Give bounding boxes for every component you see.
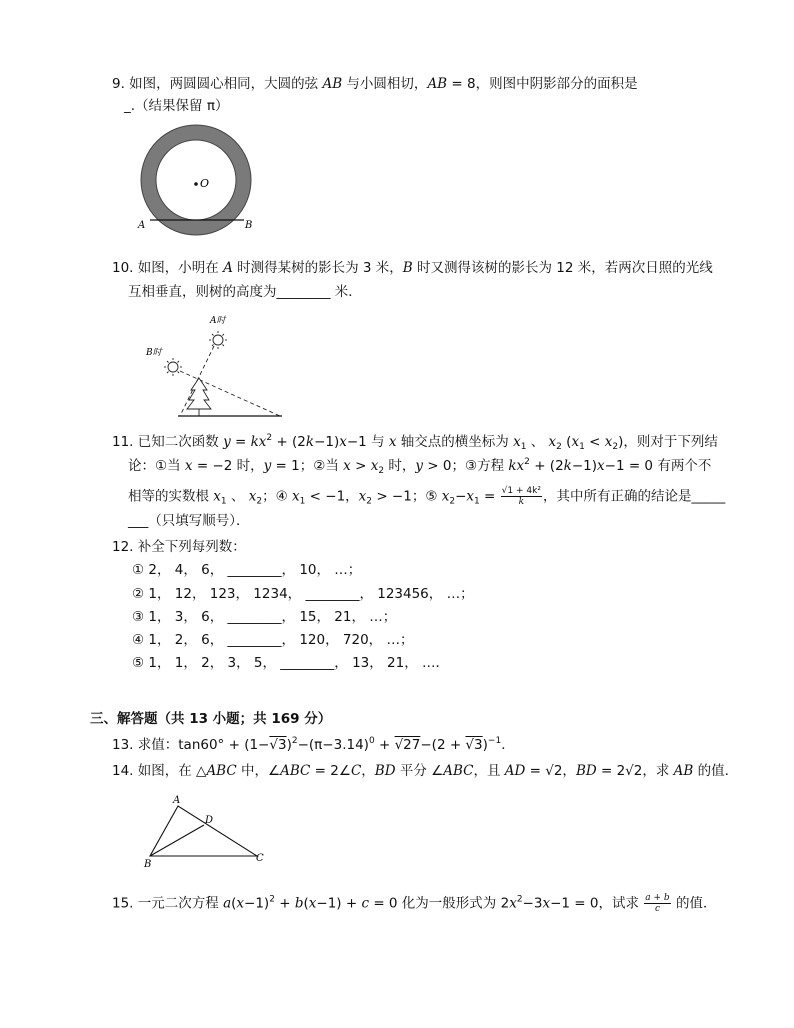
q12-item-2: ② 1， 12， 123， 1234， ________， 123456， …；	[132, 586, 474, 602]
q14-text: 14. 如图，在 △ABC 中，∠ABC = 2∠C，BD 平分 ∠ABC，且 AD = √2，BD = 2√2，求 AB 的值．	[112, 763, 739, 779]
q11-line1: 11. 已知二次函数 $y = kx^2 + (2k-1)x-1$ 与 x 轴交点的横坐标为 $x_1$ 、 $x_2$ $(x_1 < x_2)$，则对于下列结	[112, 433, 718, 452]
q11-line3: 相等的实数根 $x_1$ 、 $x_2$；④ $x_1 < -1$，$x_2 > -1$；⑤ $x_2-x_1$ = $\frac{\text{√1 + 4k²}}{k}$ ，其中所有正确的结论是_____	[128, 486, 726, 507]
inner-circle	[156, 140, 236, 220]
q14-figure	[140, 792, 270, 872]
q13-text: 13. 求值：$\tan 60^\circ + (1-√3)^2-(\pi-3.14)^0 + √27-(2 + √3)^{-1}$．	[112, 736, 515, 753]
q12-item-1: ① 2， 4， 6， ________， 10， …；	[132, 562, 362, 578]
q12-title: 12. 补全下列每列数：	[112, 539, 246, 555]
center-point	[194, 182, 198, 186]
sun-a-icon	[209, 331, 227, 349]
label-b-time: B时	[146, 348, 162, 358]
q15-text: 15. 一元二次方程 $a(x-1)^2 + b(x-1) + c = 0$ 化为一般形式为 $2x^2-3x-1 = 0$，试求 $\frac{a + b}{c}$ 的值．	[112, 893, 717, 914]
label-b: B	[144, 859, 152, 870]
section-3-title: 三、解答题（共 13 小题；共 169 分）	[90, 711, 332, 727]
label-a: A	[173, 795, 181, 806]
q11-line4: ___（只填写顺号）．	[128, 513, 250, 529]
q10-line2: 互相垂直，则树的高度为________ 米．	[128, 284, 362, 300]
q12-item-3: ③ 1， 3， 6， ________， 15， 21， …；	[132, 609, 397, 625]
q9-line1: 9. 如图，两圆圆心相同，大圆的弦 AB 与小圆相切，AB = 8，则图中阴影部分的面积是	[112, 76, 638, 92]
q10-line1: 10. 如图，小明在 A 时测得某树的影长为 3 米，B 时又测得该树的影长为 12 米，若两次日照的光线	[112, 260, 713, 276]
label-a: A	[138, 220, 146, 231]
label-b: B	[245, 220, 253, 231]
q11-line2: 论：①当 x = −2 时，y = 1；②当 $x > x_2$ 时，y > 0；③方程 $kx^2 + (2k-1)x-1 = 0$ 有两个不	[128, 457, 712, 476]
q12-item-4: ④ 1， 2， 6， ________， 120， 720， …；	[132, 632, 414, 648]
label-c: C	[256, 853, 264, 864]
label-d: D	[205, 815, 214, 826]
q9-figure	[132, 122, 262, 237]
label-o: O	[200, 177, 210, 190]
q10-figure	[140, 310, 290, 425]
label-a-time: A时	[210, 316, 226, 326]
q9-line2: _.（结果保留 π）	[124, 98, 229, 114]
sun-b-icon	[164, 358, 182, 376]
triangle-abc	[150, 806, 257, 856]
q12-item-5: ⑤ 1， 1， 2， 3， 5， ________， 13， 21， …．	[132, 655, 450, 671]
